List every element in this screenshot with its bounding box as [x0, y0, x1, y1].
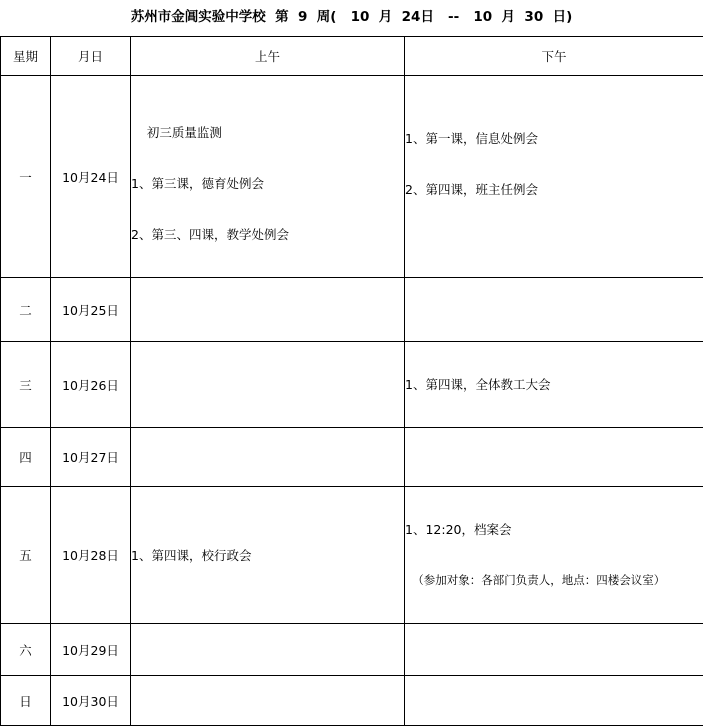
row-date: 10月25日 — [51, 278, 131, 342]
row-weekday: 四 — [1, 428, 51, 487]
pm-line: 1、第四课，全体教工大会 — [405, 376, 703, 393]
am-line: 1、第三课，德育处例会 — [131, 175, 404, 192]
am-cell — [131, 624, 405, 676]
pm-line: 2、第四课，班主任例会 — [405, 181, 703, 198]
am-cell — [131, 342, 405, 428]
row-date: 10月28日 — [51, 487, 131, 624]
table-row — [1, 342, 703, 428]
row-date: 10月26日 — [51, 342, 131, 428]
row-weekday: 二 — [1, 278, 51, 342]
pm-cell — [405, 428, 703, 487]
header-row — [1, 37, 703, 76]
am-line: 初三质量监测 — [131, 124, 404, 141]
page-title: 苏州市金阊实验中学校 第 9 周( 10 月 24日 -- 10 月 30 日) — [0, 0, 703, 36]
pm-cell — [405, 624, 703, 676]
row-date: 10月29日 — [51, 624, 131, 676]
table-row — [1, 76, 703, 278]
header-date: 月日 — [51, 37, 131, 76]
am-cell — [131, 487, 405, 624]
row-weekday: 六 — [1, 624, 51, 676]
row-date: 10月27日 — [51, 428, 131, 487]
row-weekday: 五 — [1, 487, 51, 624]
header-pm: 下午 — [405, 37, 703, 76]
am-cell — [131, 428, 405, 487]
am-line: 2、第三、四课，教学处例会 — [131, 226, 404, 243]
table-row — [1, 428, 703, 487]
pm-line: 1、12:20，档案会 — [405, 521, 703, 538]
row-weekday: 日 — [1, 676, 51, 726]
am-cell — [131, 76, 405, 278]
pm-cell — [405, 487, 703, 624]
pm-cell — [405, 76, 703, 278]
table-row — [1, 624, 703, 676]
am-line: 1、第四课，校行政会 — [131, 547, 404, 564]
table-row — [1, 676, 703, 726]
table-row — [1, 278, 703, 342]
pm-cell — [405, 278, 703, 342]
row-weekday: 三 — [1, 342, 51, 428]
am-cell — [131, 676, 405, 726]
table-row — [1, 487, 703, 624]
pm-note-line: （参加对象：各部门负责人，地点：四楼会议室） — [405, 572, 703, 589]
row-date: 10月24日 — [51, 76, 131, 278]
header-am: 上午 — [131, 37, 405, 76]
weekly-schedule-table — [0, 36, 703, 726]
row-weekday: 一 — [1, 76, 51, 278]
row-date: 10月30日 — [51, 676, 131, 726]
am-cell — [131, 278, 405, 342]
pm-cell — [405, 342, 703, 428]
header-week: 星期 — [1, 37, 51, 76]
pm-cell — [405, 676, 703, 726]
pm-line: 1、第一课，信息处例会 — [405, 130, 703, 147]
